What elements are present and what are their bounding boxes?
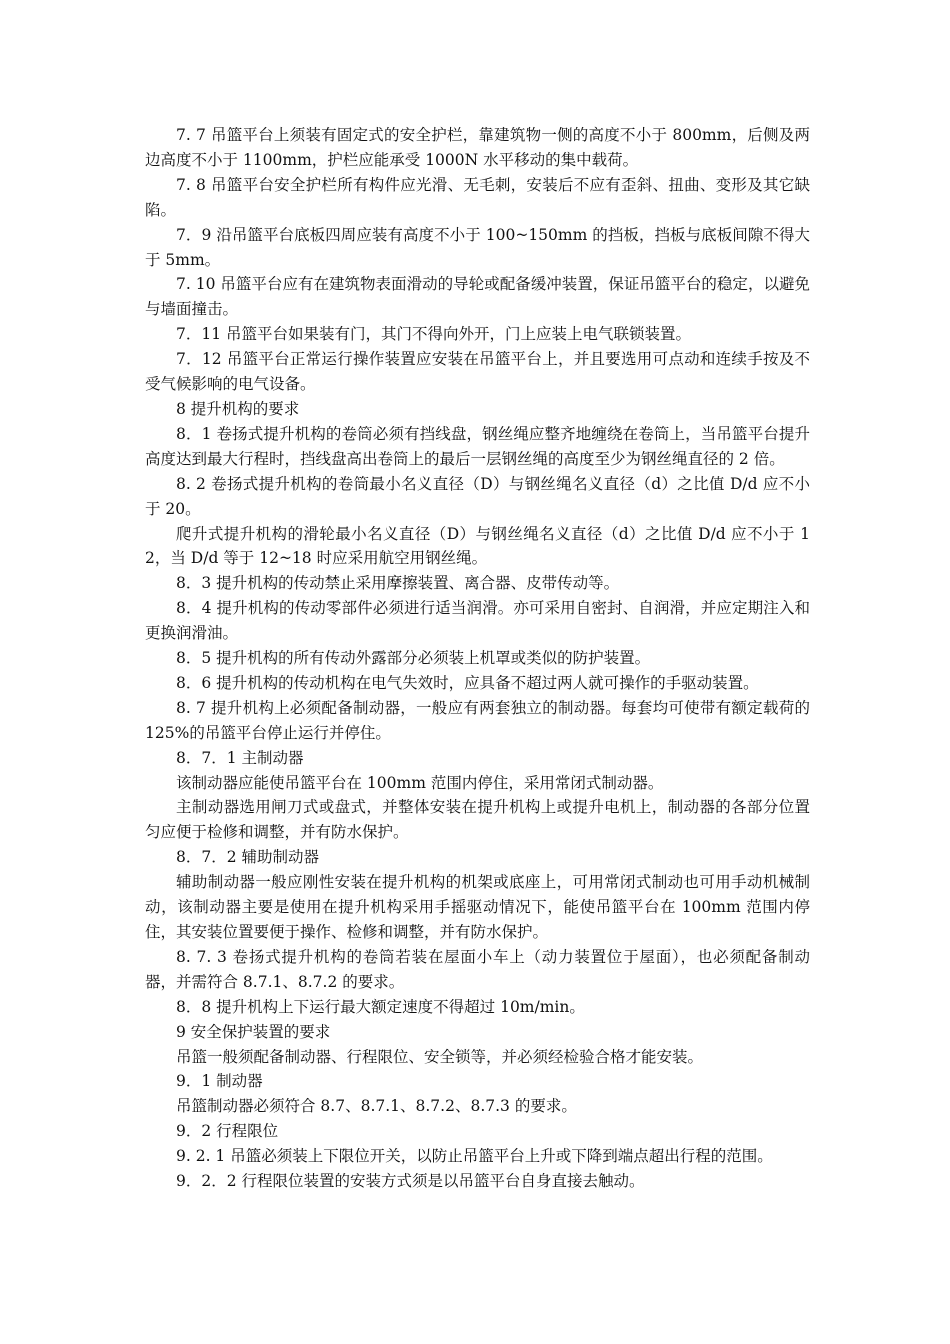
clause-7-11: 7．11 吊篮平台如果装有门，其门不得向外开，门上应装上电气联锁装置。 bbox=[176, 325, 692, 344]
clause-7-7: 7. 7 吊篮平台上须装有固定式的安全护栏，靠建筑物一侧的高度不小于 800mm，后侧及两边高度不小于 1100mm，护栏应能承受 1000N 水平移动的集中载荷。 bbox=[145, 126, 810, 169]
clause-8-7-3: 8. 7. 3 卷扬式提升机构的卷筒若装在屋面小车上（动力装置位于屋面），也必须配备制动器，并需符合 8.7.1、8.7.2 的要求。 bbox=[145, 947, 810, 991]
clause-9-1-heading: 9．1 制动器 bbox=[176, 1072, 263, 1091]
clause-7-9: 7．9 沿吊篮平台底板四周应装有高度不小于 100~150mm 的挡板，挡板与底板间隙不得大于 5mm。 bbox=[145, 225, 810, 269]
clause-7-10: 7. 10 吊篮平台应有在建筑物表面滑动的导轮或配备缓冲装置，保证吊篮平台的稳定，以避免与墙面撞击。 bbox=[145, 275, 810, 319]
clause-8-7-1-heading: 8．7．1 主制动器 bbox=[176, 748, 304, 767]
clause-8-7-2-heading: 8．7．2 辅助制动器 bbox=[176, 848, 320, 867]
section-8-heading: 8 提升机构的要求 bbox=[176, 399, 300, 418]
section-9-intro: 吊篮一般须配备制动器、行程限位、安全锁等，并必须经检验合格才能安装。 bbox=[176, 1047, 704, 1066]
clause-9-2-heading: 9．2 行程限位 bbox=[176, 1122, 279, 1141]
clause-7-12: 7．12 吊篮平台正常运行操作装置应安装在吊篮平台上，并且要选用可点动和连续手按及不受气候影响的电气设备。 bbox=[145, 350, 810, 394]
document-body bbox=[145, 123, 810, 1194]
clause-8-1: 8．1 卷扬式提升机构的卷筒必须有挡线盘，钢丝绳应整齐地缠绕在卷筒上，当吊篮平台提升高度达到最大行程时，挡线盘高出卷筒上的最后一层钢丝绳的高度至少为钢丝绳直径的 2 倍。 bbox=[145, 424, 810, 468]
clause-9-2-2: 9．2．2 行程限位装置的安装方式须是以吊篮平台自身直接去触动。 bbox=[176, 1172, 645, 1191]
clause-8-7-1-text-b: 主制动器选用闸刀式或盘式，并整体安装在提升机构上或提升电机上，制动器的各部分位置匀应便于检修和调整，并有防水保护。 bbox=[145, 798, 810, 842]
clause-8-7-1-text-a: 该制动器应能使吊篮平台在 100mm 范围内停住，采用常闭式制动器。 bbox=[176, 773, 664, 792]
clause-8-3: 8．3 提升机构的传动禁止采用摩擦装置、离合器、皮带传动等。 bbox=[176, 574, 620, 593]
clause-7-8: 7. 8 吊篮平台安全护栏所有构件应光滑、无毛刺，安装后不应有歪斜、扭曲、变形及其它缺陷。 bbox=[145, 175, 810, 219]
clause-8-7-2-text: 辅助制动器一般应刚性安装在提升机构的机架或底座上，可用常闭式制动也可用手动机械制动，该制动器主要是使用在提升机构采用手摇驱动情况下，能使吊篮平台在 100mm 范围内停住，其安装位置要便于操作、检修和调整，并有防水保护。 bbox=[145, 873, 810, 941]
clause-8-5: 8．5 提升机构的所有传动外露部分必须装上机罩或类似的防护装置。 bbox=[176, 649, 651, 668]
section-9-heading: 9 安全保护装置的要求 bbox=[176, 1022, 331, 1041]
clause-8-6: 8．6 提升机构的传动机构在电气失效时，应具备不超过两人就可操作的手驱动装置。 bbox=[176, 673, 759, 692]
clause-8-2-climbing: 爬升式提升机构的滑轮最小名义直径（D）与钢丝绳名义直径（d）之比值 D/d 应不小于 12，当 D/d 等于 12~18 时应采用航空用钢丝绳。 bbox=[145, 524, 810, 568]
clause-8-8: 8．8 提升机构上下运行最大额定速度不得超过 10m/min。 bbox=[176, 997, 585, 1016]
clause-8-2: 8. 2 卷扬式提升机构的卷筒最小名义直径（D）与钢丝绳名义直径（d）之比值 D/d 应不小于 20。 bbox=[145, 474, 810, 518]
clause-9-1-text: 吊篮制动器必须符合 8.7、8.7.1、8.7.2、8.7.3 的要求。 bbox=[176, 1097, 577, 1116]
clause-8-4: 8．4 提升机构的传动零部件必须进行适当润滑。亦可采用自密封、自润滑，并应定期注入和更换润滑油。 bbox=[145, 599, 810, 643]
clause-9-2-1: 9. 2. 1 吊篮必须装上下限位开关，以防止吊篮平台上升或下降到端点超出行程的范围。 bbox=[176, 1147, 773, 1166]
clause-8-7: 8. 7 提升机构上必须配备制动器，一般应有两套独立的制动器。每套均可使带有额定载荷的 125%的吊篮平台停止运行并停住。 bbox=[145, 698, 810, 742]
